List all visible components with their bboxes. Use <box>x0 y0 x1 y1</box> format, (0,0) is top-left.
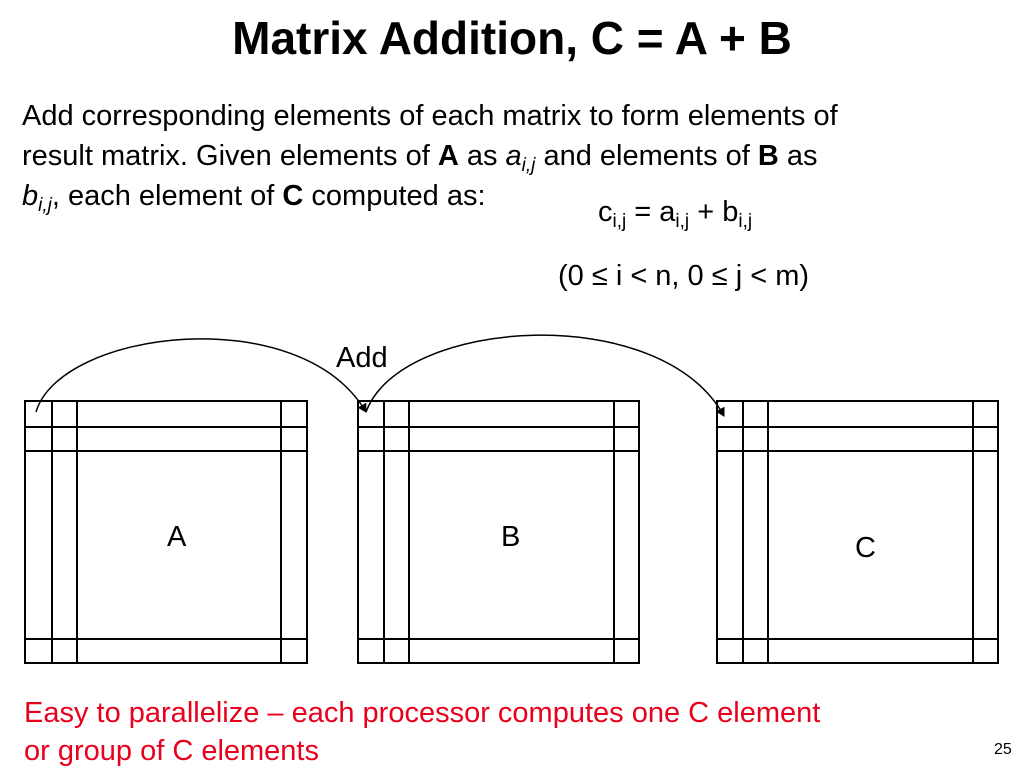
matrix-a-grid <box>25 401 307 663</box>
add-arrow-b-to-c <box>366 335 724 416</box>
note-line-1: Easy to parallelize – each processor computes one C element <box>24 697 821 729</box>
description-text: as <box>778 140 818 172</box>
formula-b: + b <box>689 196 739 228</box>
b-element-var: b <box>22 180 39 212</box>
b-element-subscript: i,j <box>38 195 52 216</box>
parallelize-note <box>24 694 984 770</box>
description-text: result matrix. Given elements of <box>22 140 438 172</box>
matrix-b-bold: B <box>757 140 779 172</box>
a-element-subscript: i,j <box>521 155 536 176</box>
add-label: Add <box>336 342 388 374</box>
description-text: as <box>458 140 506 172</box>
formula-a: = a <box>626 196 676 228</box>
matrix-b-grid <box>358 401 639 663</box>
index-range: (0 ≤ i < n, 0 ≤ j < m) <box>558 260 810 292</box>
page-number: 25 <box>994 741 1012 758</box>
formula-c-subscript: i,j <box>612 211 627 232</box>
description-text: , each element of <box>51 180 283 212</box>
description-line-1: Add corresponding elements of each matrix to form elements of <box>22 100 838 132</box>
matrix-b-label: B <box>501 521 521 553</box>
formula-b-subscript: i,j <box>738 211 753 232</box>
formula-c: c <box>598 196 613 228</box>
formula-a-subscript: i,j <box>675 211 690 232</box>
description-text: computed as: <box>303 180 486 212</box>
matrix-a-bold: A <box>437 140 459 172</box>
matrix-c-bold: C <box>282 180 304 212</box>
description-text: and elements of <box>535 140 758 172</box>
matrix-a-label: A <box>167 521 187 553</box>
matrix-c-label: C <box>855 532 876 564</box>
note-line-2: or group of C elements <box>24 735 319 767</box>
a-element-var: a <box>505 140 522 172</box>
slide-title: Matrix Addition, C = A + B <box>232 12 792 64</box>
